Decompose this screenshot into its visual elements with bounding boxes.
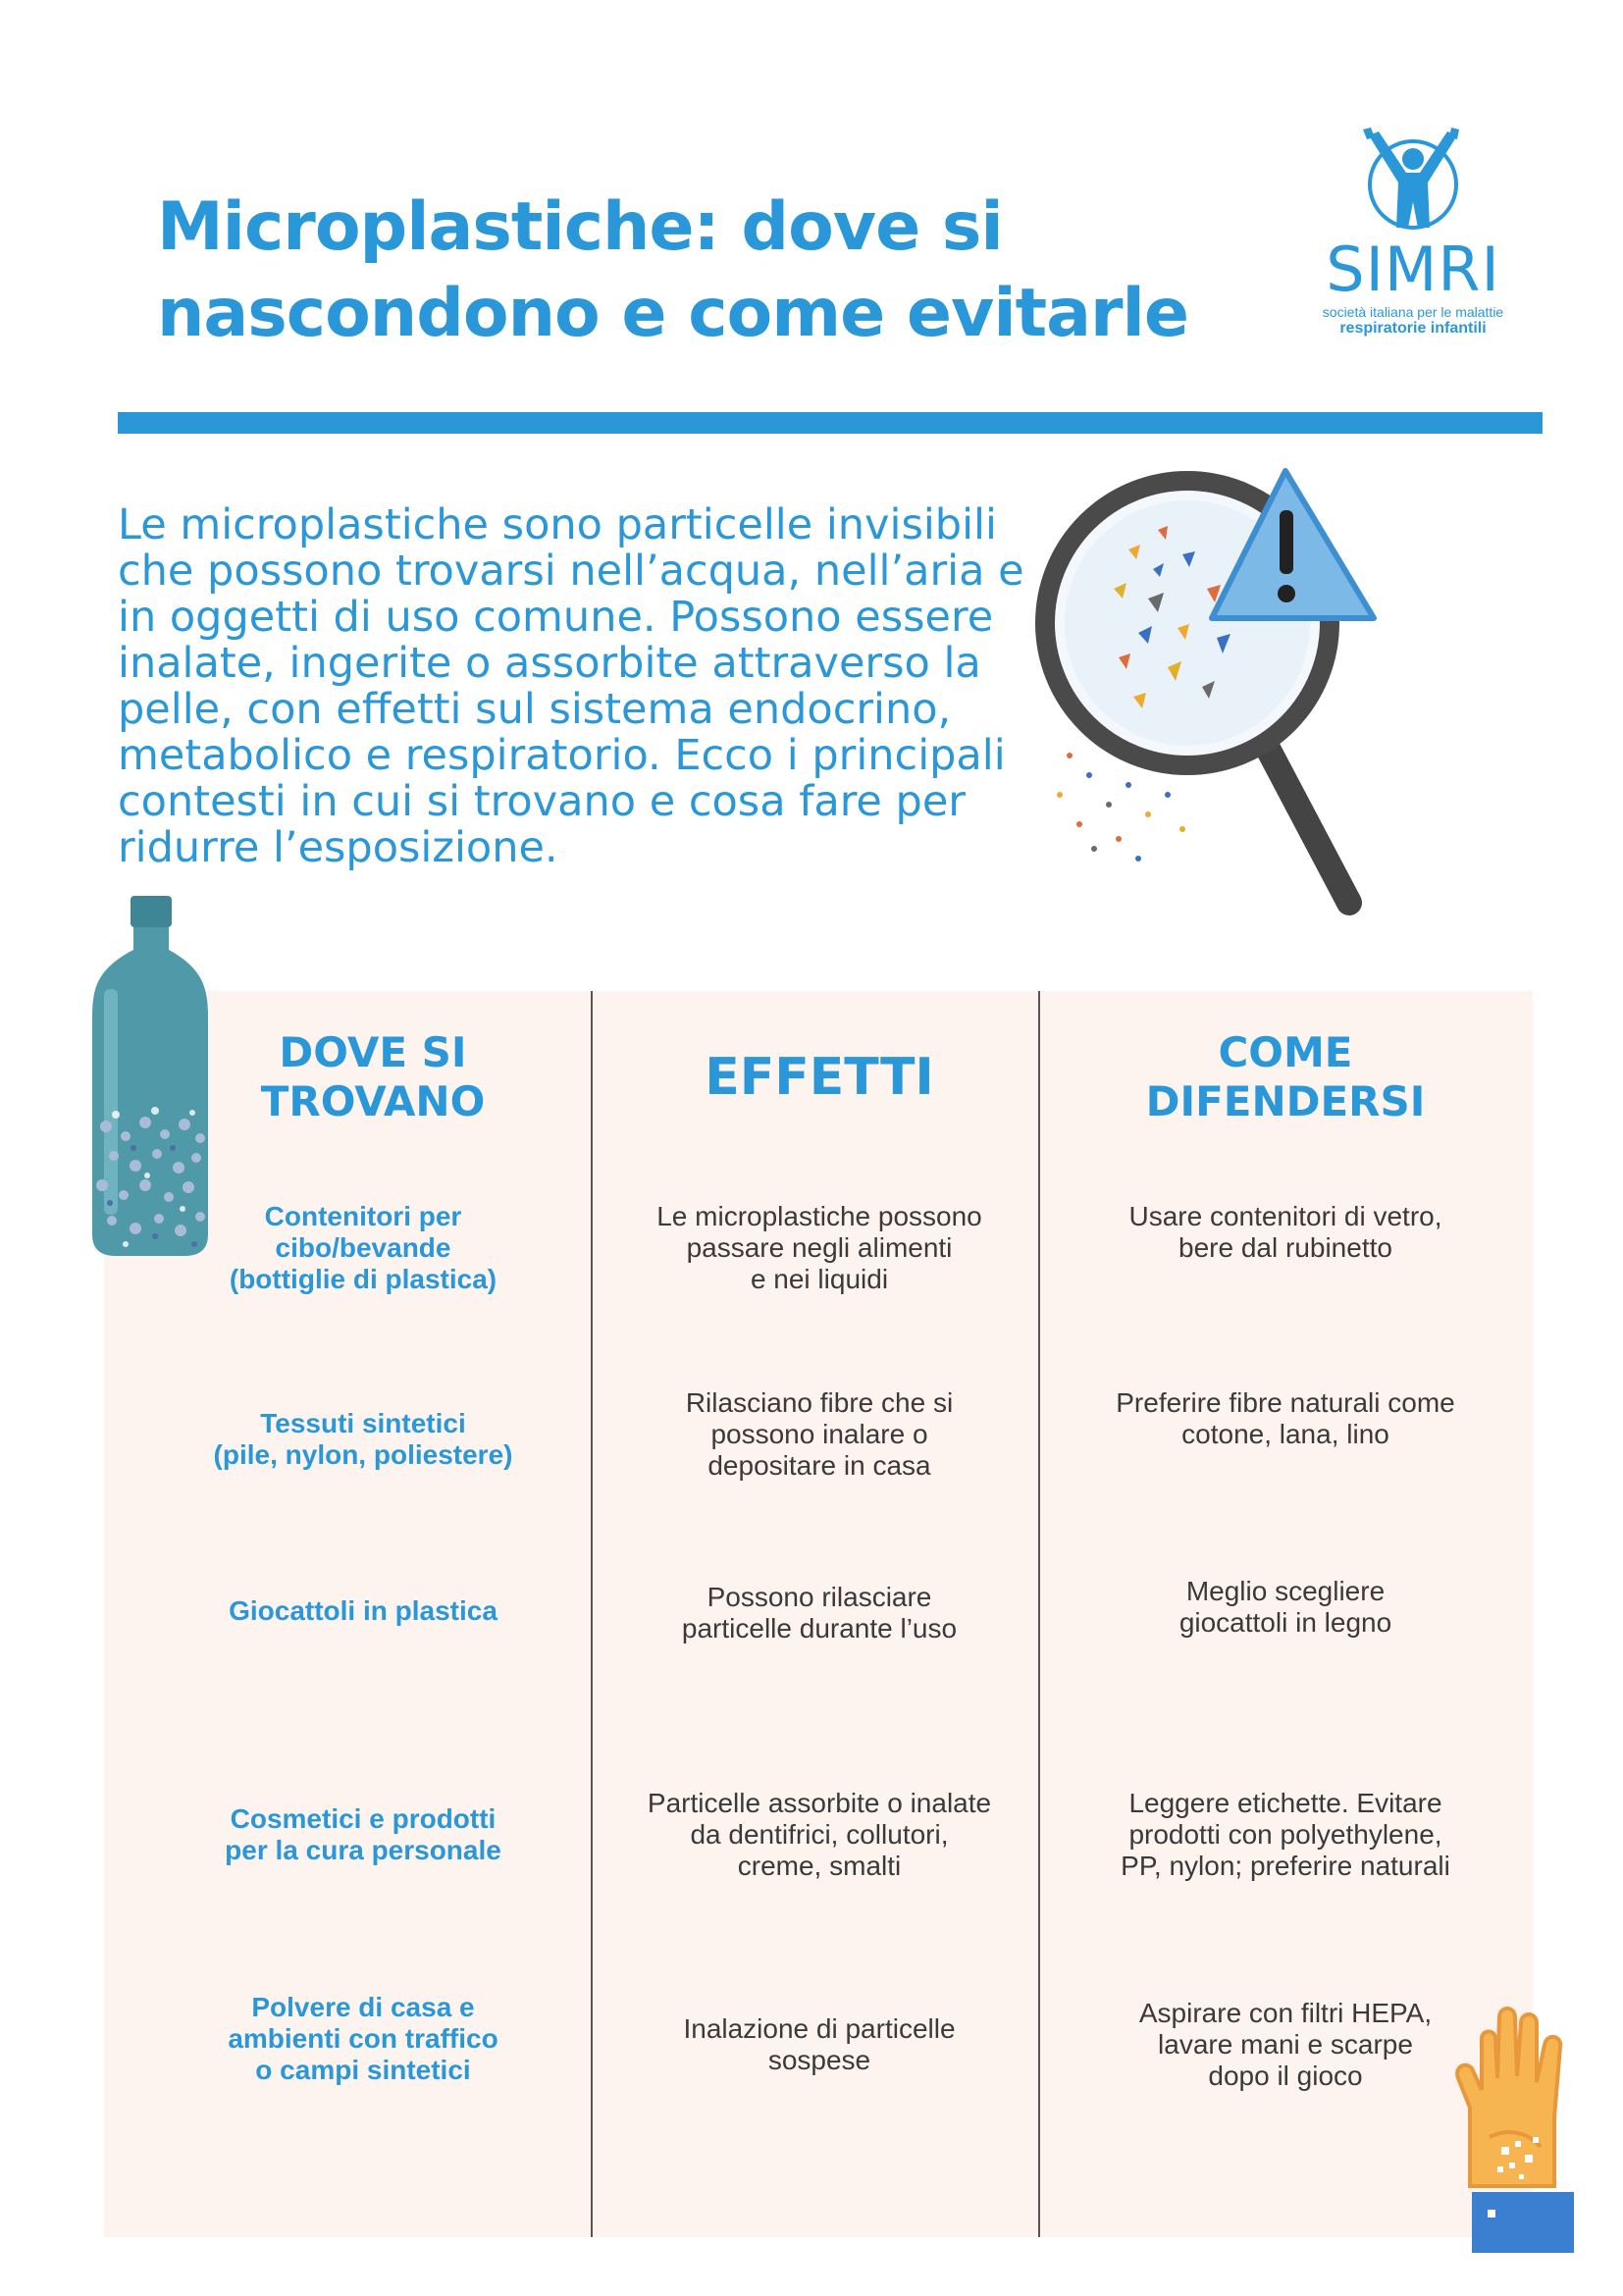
simri-child-logo-icon	[1349, 126, 1477, 235]
logo-subtitle-2: respiratorie infantili	[1339, 320, 1487, 337]
cell-line: Possono rilasciare	[707, 1582, 932, 1612]
row-where	[147, 1201, 579, 1295]
cell-line: Inalazione di particelle	[683, 2013, 956, 2044]
intro-paragraph	[118, 502, 1040, 871]
header-divider	[118, 412, 1543, 434]
cell-line: Cosmetici e prodotti	[230, 1803, 497, 1834]
intro-line: ridurre l’esposizione.	[118, 823, 558, 872]
cell-line: cotone, lana, lino	[1181, 1419, 1389, 1449]
header-where-line: TROVANO	[260, 1077, 486, 1125]
cell-line: bere dal rubinetto	[1178, 1232, 1392, 1263]
row-effect	[599, 2013, 1040, 2076]
cell-line: cibo/bevande	[275, 1232, 451, 1263]
cell-line: Contenitori per	[264, 1201, 462, 1231]
cell-line: possono inalare o	[710, 1419, 928, 1449]
cell-line: o campi sintetici	[255, 2055, 471, 2085]
title-line-2: nascondono e come evitarle	[157, 275, 1188, 352]
title-line-1: Microplastiche: dove si	[157, 188, 1003, 266]
cell-line: Preferire fibre naturali come	[1116, 1387, 1455, 1418]
row-effect	[599, 1201, 1040, 1295]
cell-line: e nei liquidi	[750, 1264, 889, 1294]
intro-line: contesti in cui si trovano e cosa fare per	[118, 777, 966, 826]
row-where	[147, 1595, 579, 1627]
row-defend	[1055, 1576, 1516, 1639]
header-where	[167, 1028, 579, 1126]
cell-line: passare negli alimenti	[686, 1232, 953, 1263]
intro-line: in oggetti di uso comune. Possono essere	[118, 593, 994, 642]
page-title	[157, 184, 1236, 357]
header-defend	[1055, 1028, 1516, 1126]
intro-line: Le microplastiche sono particelle invisibili	[118, 500, 997, 549]
header-effects-line: EFFETTI	[705, 1048, 934, 1107]
row-where	[147, 1803, 579, 1866]
intro-line: inalate, ingerite o assorbite attraverso la	[118, 639, 981, 688]
row-effect	[599, 1387, 1040, 1482]
cell-line: creme, smalti	[737, 1851, 902, 1881]
cell-line: Rilasciano fibre che si	[685, 1387, 954, 1418]
cell-line: Tessuti sintetici	[260, 1408, 466, 1438]
cell-line: PP, nylon; preferire naturali	[1121, 1851, 1450, 1881]
cell-line: Polvere di casa e	[251, 1992, 475, 2022]
cell-line: ambienti con traffico	[228, 2023, 498, 2054]
cell-line: particelle durante l’uso	[681, 1613, 958, 1644]
cell-line: sospese	[767, 2045, 871, 2075]
row-defend	[1055, 1387, 1516, 1450]
row-defend	[1055, 1998, 1516, 2092]
intro-line: metabolico e respiratorio. Ecco i principali	[118, 731, 1006, 780]
simri-logo	[1320, 126, 1506, 337]
cell-line: prodotti con polyethylene,	[1128, 1819, 1442, 1850]
header-where-line: DOVE SI	[279, 1028, 467, 1076]
cell-line: per la cura personale	[225, 1835, 501, 1865]
magnifier-warning-icon	[1021, 461, 1413, 927]
cell-line: Le microplastiche possono	[656, 1201, 982, 1231]
cell-line: Aspirare con filtri HEPA,	[1138, 1998, 1433, 2028]
row-defend	[1055, 1201, 1516, 1264]
header-defend-line: COME	[1218, 1028, 1353, 1076]
cell-line: lavare mani e scarpe	[1158, 2029, 1413, 2060]
cell-line: Particelle assorbite o inalate	[647, 1788, 992, 1818]
header-defend-line: DIFENDERSI	[1145, 1077, 1426, 1125]
cell-line: (bottiglie di plastica)	[229, 1264, 497, 1294]
cell-line: da dentifrici, collutori,	[690, 1819, 949, 1850]
cell-line: Meglio scegliere	[1185, 1576, 1386, 1606]
row-where	[147, 1408, 579, 1471]
logo-subtitle-1: società italiana per le malattie	[1322, 304, 1504, 320]
cell-line: giocattoli in legno	[1178, 1607, 1392, 1638]
column-divider	[591, 991, 593, 2237]
row-defend	[1055, 1788, 1516, 1882]
row-effect	[599, 1788, 1040, 1882]
header-effects	[599, 1048, 1040, 1107]
cell-line: Usare contenitori di vetro,	[1128, 1201, 1442, 1231]
cell-line: Giocattoli in plastica	[229, 1595, 497, 1626]
intro-line: che possono trovarsi nell’acqua, nell’aria e	[118, 547, 1024, 596]
row-where	[147, 1992, 579, 2086]
cell-line: dopo il gioco	[1208, 2061, 1363, 2091]
hand-microplastics-icon	[1450, 2000, 1597, 2260]
intro-line: pelle, con effetti sul sistema endocrino,	[118, 685, 952, 734]
cell-line: depositare in casa	[707, 1450, 931, 1481]
cell-line: Leggere etichette. Evitare	[1128, 1788, 1442, 1818]
logo-name: SIMRI	[1326, 234, 1500, 305]
cell-line: (pile, nylon, poliestere)	[213, 1439, 513, 1470]
row-effect	[599, 1582, 1040, 1644]
